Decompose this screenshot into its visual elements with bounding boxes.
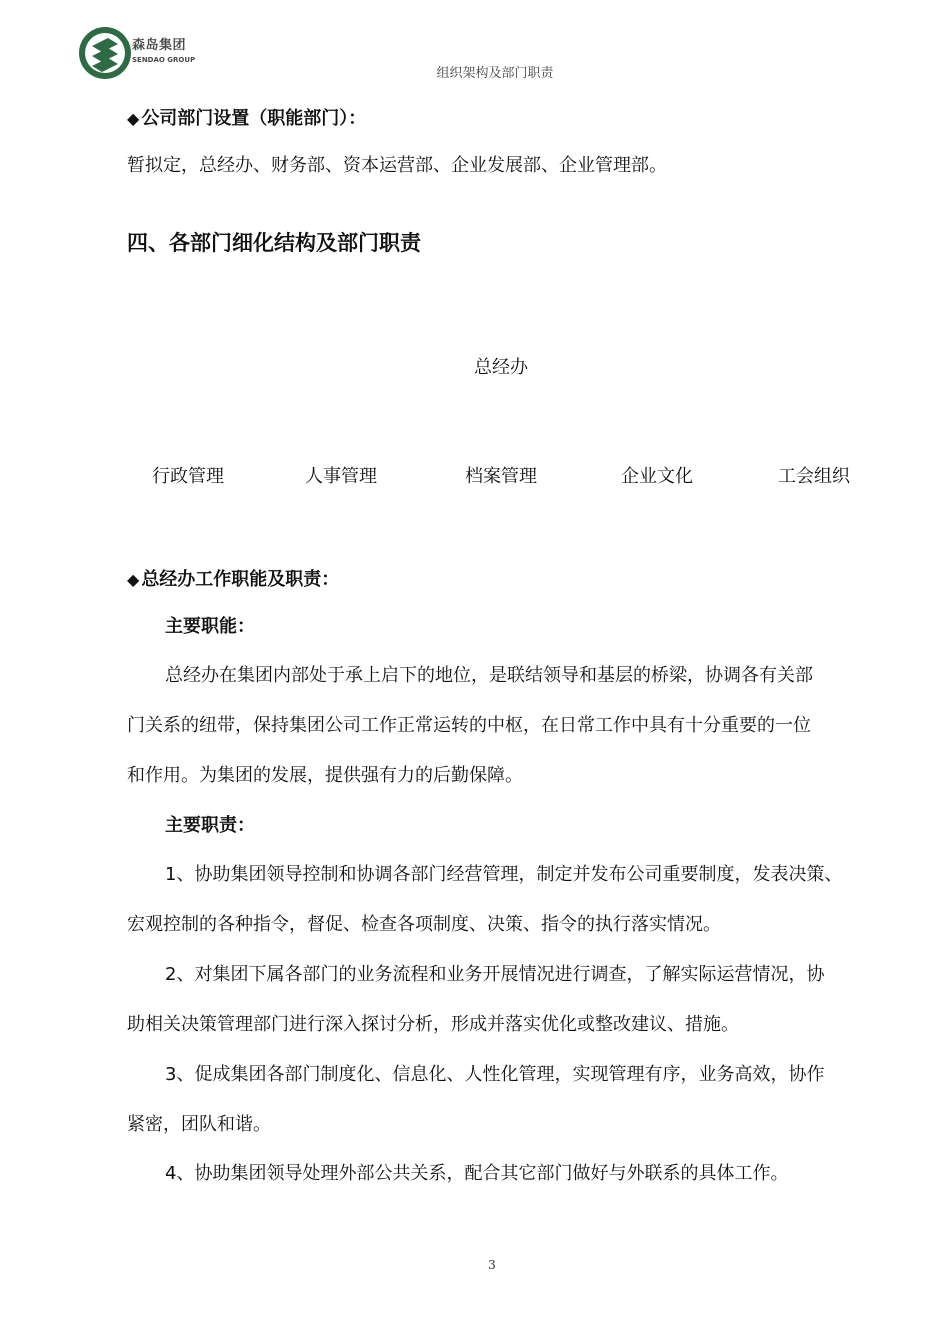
org-child: 人事管理 [305, 466, 377, 487]
org-child: 工会组织 [778, 466, 850, 487]
functions-line: 门关系的纽带，保持集团公司工作正常运转的中枢，在日常工作中具有十分重要的一位 [127, 715, 811, 736]
duties-line: 2、对集团下属各部门的业务流程和业务开展情况进行调查，了解实际运营情况，协 [165, 964, 825, 985]
org-root: 总经办 [474, 357, 528, 378]
duties-line: 3、促成集团各部门制度化、信息化、人性化管理，实现管理有序，业务高效，协作 [165, 1064, 825, 1085]
org-child: 行政管理 [152, 466, 224, 487]
diamond-bullet-icon: ◆ [127, 570, 140, 589]
dept-setup-text: 暂拟定，总经办、财务部、资本运营部、企业发展部、企业管理部。 [127, 155, 667, 176]
functions-line: 和作用。为集团的发展，提供强有力的后勤保障。 [127, 765, 523, 786]
page-number: 3 [488, 1258, 496, 1272]
duties-line: 助相关决策管理部门进行深入探讨分析，形成并落实优化或整改建议、措施。 [127, 1014, 739, 1035]
office-heading-text: 总经办工作职能及职责： [141, 569, 340, 590]
dept-setup-heading-text: 公司部门设置（职能部门）： [141, 108, 367, 129]
logo-text-en: SENDAO GROUP [132, 56, 196, 64]
duties-line: 1、协助集团领导控制和协调各部门经营管理，制定并发布公司重要制度，发表决策、 [165, 864, 843, 885]
org-child: 企业文化 [621, 466, 693, 487]
duties-line: 紧密，团队和谐。 [127, 1114, 271, 1135]
org-child: 档案管理 [465, 466, 537, 487]
duties-label: 主要职责： [165, 815, 255, 836]
duties-line: 宏观控制的各种指令，督促、检查各项制度、决策、指令的执行落实情况。 [127, 914, 721, 935]
dept-setup-heading [127, 104, 366, 130]
logo-text-cn: 森岛集团 [132, 38, 187, 53]
functions-label: 主要职能： [165, 616, 255, 637]
functions-line: 总经办在集团内部处于承上启下的地位，是联结领导和基层的桥梁，协调各有关部 [165, 665, 813, 686]
section-four-heading: 四、各部门细化结构及部门职责 [127, 231, 421, 255]
running-header-title: 组织架构及部门职责 [436, 66, 554, 81]
duties-line: 4、协助集团领导处理外部公共关系，配合其它部门做好与外联系的具体工作。 [165, 1163, 789, 1184]
office-heading [127, 565, 339, 591]
diamond-bullet-icon: ◆ [127, 109, 140, 128]
